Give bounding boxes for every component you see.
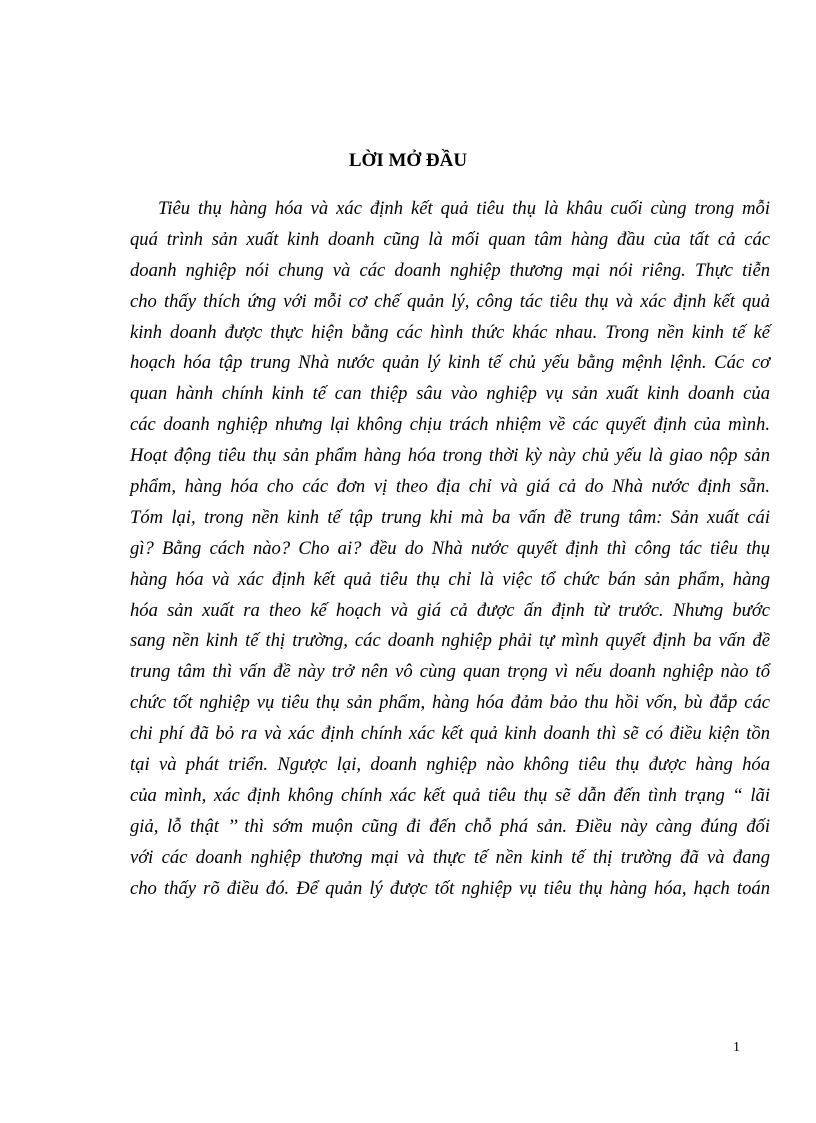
page-number: 1 (733, 1040, 740, 1055)
text-line: quá trình sản xuất kinh doanh cũng là mối quan tâm hàng đầu của tất cả các (130, 228, 770, 250)
text-line: gì? Bằng cách nào? Cho ai? đều do Nhà nước quyết định thì công tác tiêu thụ (130, 537, 770, 559)
text-line: hàng hóa và xác định kết quả tiêu thụ chỉ là việc tổ chức bán sản phẩm, hàng (130, 568, 770, 590)
body-paragraph (130, 194, 770, 904)
page-title: LỜI MỞ ĐẦU (348, 150, 468, 171)
text-line: với các doanh nghiệp thương mại và thực tế nền kinh tế thị trường đã và đang (130, 846, 770, 868)
text-line: Tiêu thụ hàng hóa và xác định kết quả tiêu thụ là khâu cuối cùng trong mỗi (158, 198, 770, 219)
text-line: của mình, xác định không chính xác kết quả tiêu thụ sẽ dẫn đến tình trạng “ lãi (130, 784, 770, 806)
text-line: cho thấy thích ứng với mỗi cơ chế quản lý, công tác tiêu thụ và xác định kết quả (130, 290, 770, 312)
text-line: giả, lỗ thật ’’ thì sớm muộn cũng đi đến chỗ phá sản. Điều này càng đúng đối (130, 815, 770, 837)
text-line: phẩm, hàng hóa cho các đơn vị theo địa chỉ và giá cả do Nhà nước định sẵn. (130, 476, 770, 498)
text-line: hóa sản xuất ra theo kế hoạch và giá cả được ấn định từ trước. Nhưng bước (130, 599, 770, 621)
text-line: các doanh nghiệp nhưng lại không chịu trách nhiệm về các quyết định của mình. (130, 414, 770, 436)
text-line: trung tâm thì vấn đề này trở nên vô cùng quan trọng vì nếu doanh nghiệp nào tổ (130, 661, 770, 683)
text-line: Tóm lại, trong nền kinh tế tập trung khi mà ba vấn đề trung tâm: Sản xuất cái (130, 506, 770, 528)
text-line: chi phí đã bỏ ra và xác định chính xác kết quả kinh doanh thì sẽ có điều kiện tồn (130, 723, 770, 745)
text-line: kinh doanh được thực hiện bằng các hình thức khác nhau. Trong nền kinh tế kế (130, 321, 770, 343)
text-line: quan hành chính kinh tế can thiệp sâu vào nghiệp vụ sản xuất kinh doanh của (130, 383, 770, 405)
text-line: doanh nghiệp nói chung và các doanh nghiệp thương mại nói riêng. Thực tiễn (130, 259, 770, 281)
text-line: cho thấy rõ điều đó. Để quản lý được tốt nghiệp vụ tiêu thụ hàng hóa, hạch toán (130, 877, 770, 899)
text-line: sang nền kinh tế thị trường, các doanh nghiệp phải tự mình quyết định ba vấn đề (130, 630, 770, 652)
text-line: hoạch hóa tập trung Nhà nước quản lý kinh tế chủ yếu bằng mệnh lệnh. Các cơ (130, 352, 770, 374)
text-line: tại và phát triển. Ngược lại, doanh nghiệp nào không tiêu thụ được hàng hóa (130, 754, 770, 776)
text-line: chức tốt nghiệp vụ tiêu thụ sản phẩm, hàng hóa đảm bảo thu hồi vốn, bù đắp các (130, 692, 770, 714)
text-line: Hoạt động tiêu thụ sản phẩm hàng hóa trong thời kỳ này chủ yếu là giao nộp sản (130, 445, 770, 467)
